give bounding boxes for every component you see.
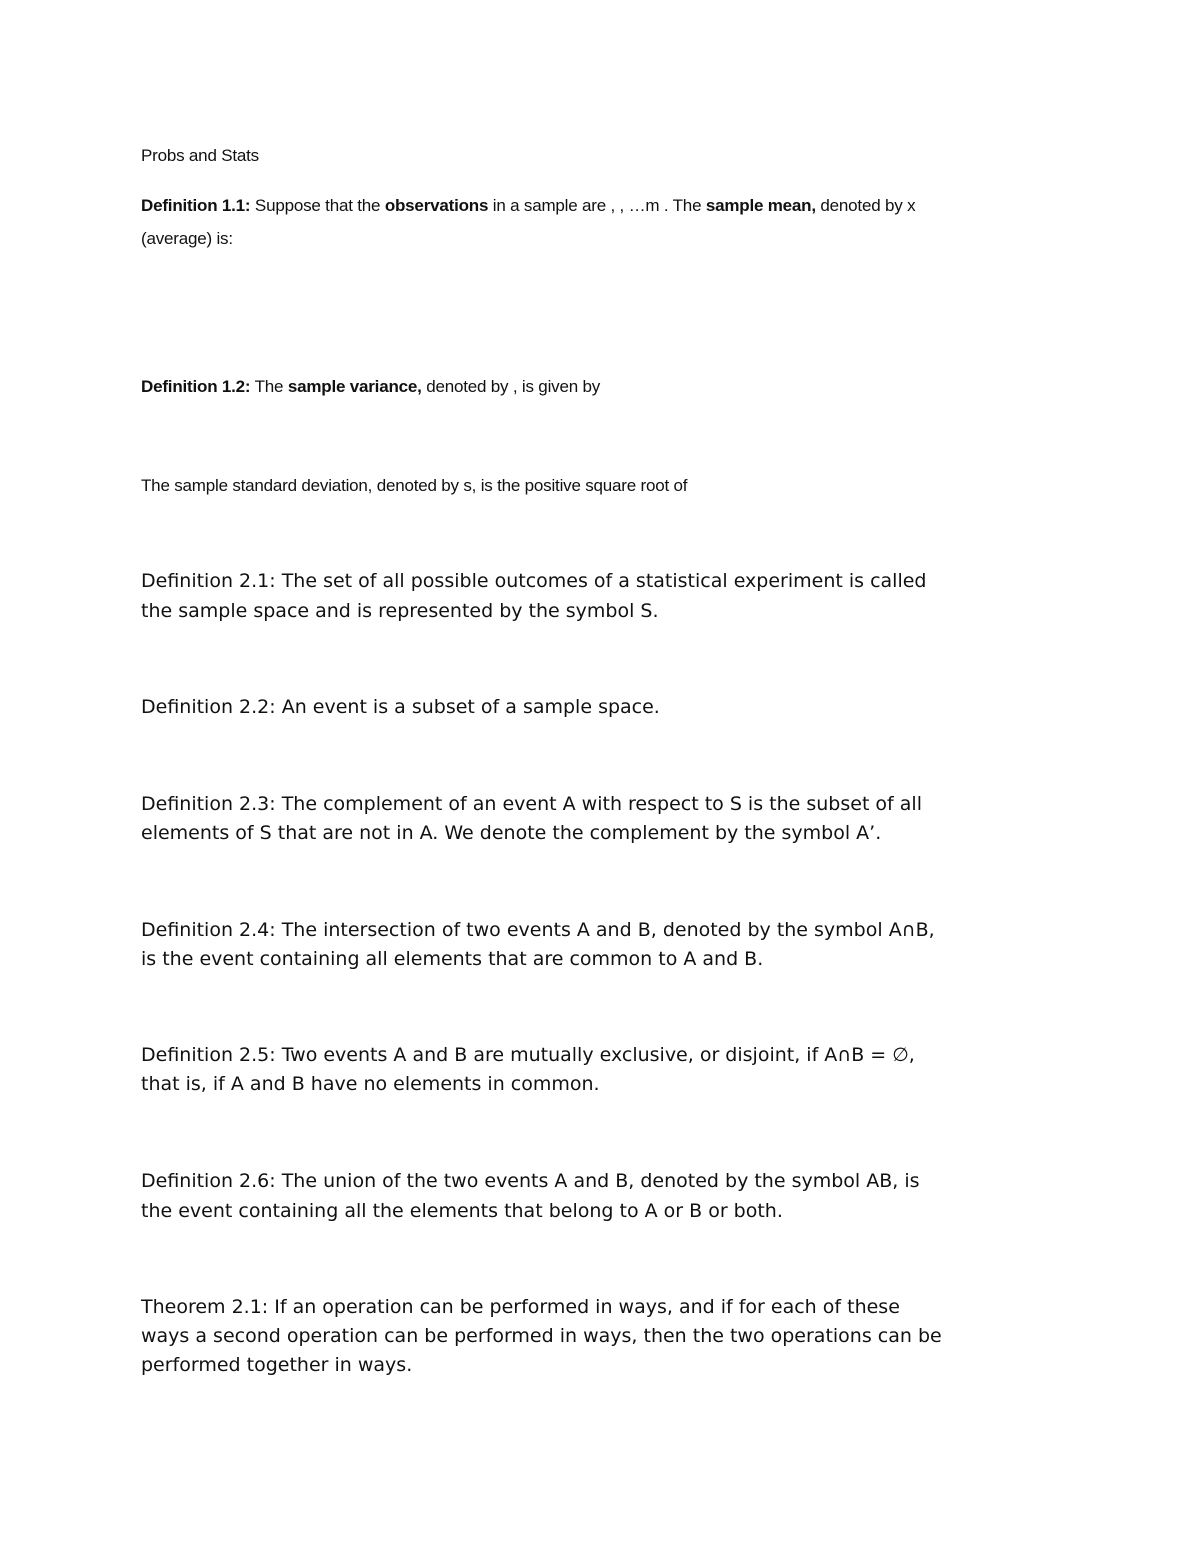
definition-2-4-line-1: Definition 2.4: The intersection of two events A and B, denoted by the symbol A∩B,: [141, 919, 935, 941]
definition-2-6-line-2: the event containing all the elements that belong to A or B or both.: [141, 1200, 783, 1222]
definition-1-2-label: Definition 1.2:: [141, 377, 251, 396]
definition-2-2-line-1: Definition 2.2: An event is a subset of a sample space.: [141, 696, 660, 718]
definition-2-1-line-2: the sample space and is represented by the symbol S.: [141, 600, 659, 622]
definition-1-1-label: Definition 1.1:: [141, 196, 251, 215]
theorem-2-1-line-3: performed together in ways.: [141, 1354, 413, 1376]
definition-2-5-line-2: that is, if A and B have no elements in common.: [141, 1073, 600, 1095]
definition-1-1-line-2: (average) is:: [141, 229, 233, 248]
definition-2-1-line-1: Definition 2.1: The set of all possible outcomes of a statistical experiment is called: [141, 570, 927, 592]
definition-2-3-line-1: Definition 2.3: The complement of an event A with respect to S is the subset of all: [141, 793, 922, 815]
standard-deviation-text: The sample standard deviation, denoted by s, is the positive square root of: [141, 476, 688, 495]
document-title: Probs and Stats: [141, 146, 259, 165]
theorem-2-1-line-1: Theorem 2.1: If an operation can be performed in ways, and if for each of these: [141, 1296, 900, 1318]
theorem-2-1-line-2: ways a second operation can be performed in ways, then the two operations can be: [141, 1325, 942, 1347]
definition-2-6-line-1: Definition 2.6: The union of the two events A and B, denoted by the symbol AB, is: [141, 1170, 920, 1192]
definition-2-3-line-2: elements of S that are not in A. We denote the complement by the symbol A’.: [141, 822, 882, 844]
definition-2-4-line-2: is the event containing all elements that are common to A and B.: [141, 948, 764, 970]
definition-1-1-line-1: Definition 1.1: Suppose that the observations in a sample are , , …m . The sample mean, denoted by x: [141, 196, 916, 215]
definition-1-2: Definition 1.2: The sample variance, denoted by , is given by: [141, 377, 601, 396]
definition-2-5-line-1: Definition 2.5: Two events A and B are mutually exclusive, or disjoint, if A∩B = ∅,: [141, 1044, 915, 1066]
